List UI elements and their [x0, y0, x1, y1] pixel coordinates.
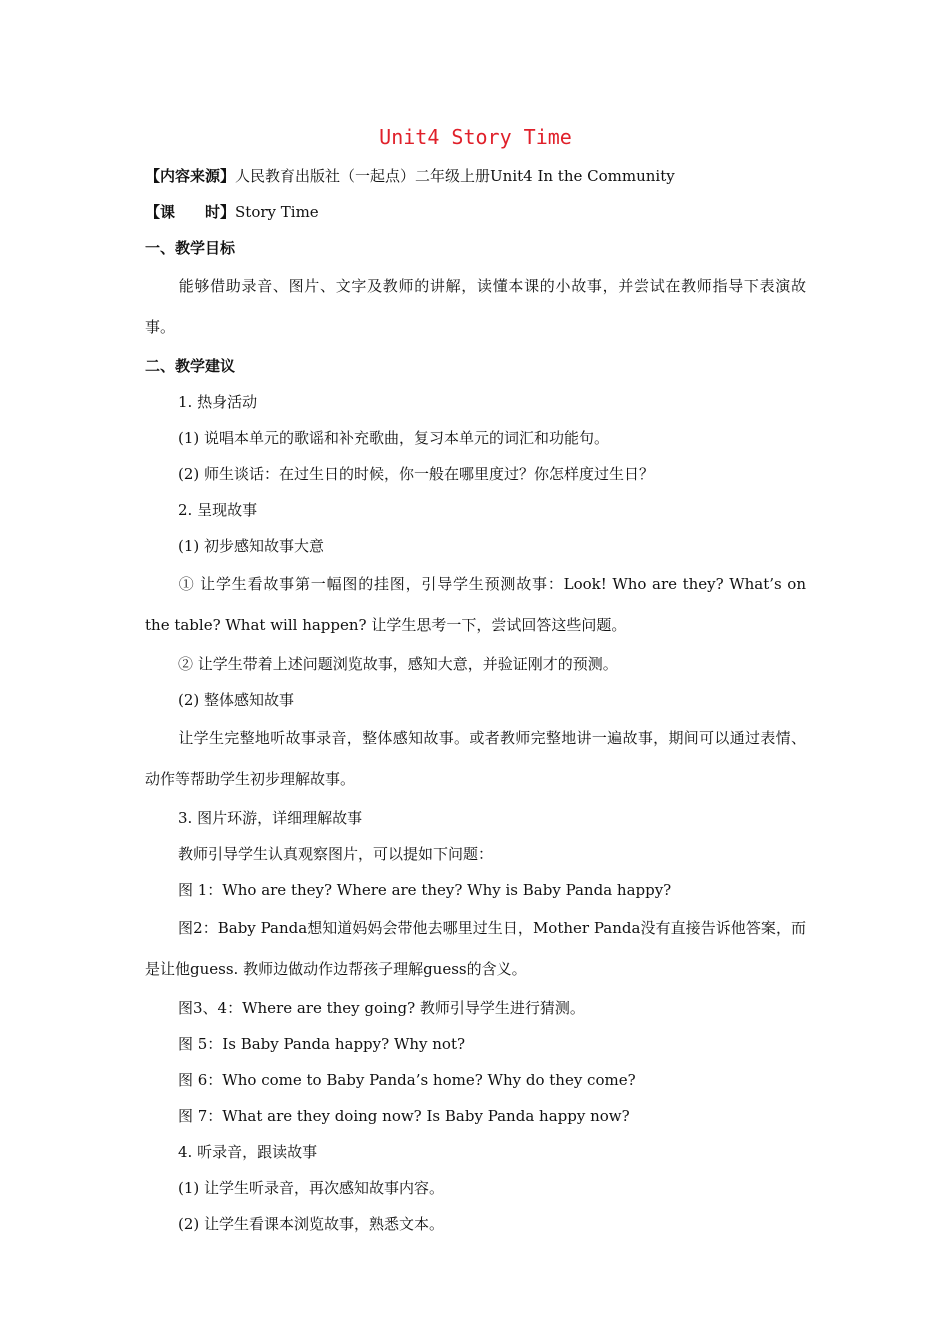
suggestions-heading: 二、教学建议: [145, 357, 236, 375]
step-2-2-text-block: [145, 718, 806, 800]
step-4: 4. 听录音，跟读故事: [178, 1143, 318, 1161]
period-value: Story Time: [235, 203, 319, 221]
period-line: [145, 194, 806, 230]
step-2-1-b: ② 让学生带着上述问题浏览故事，感知大意，并验证刚才的预测。: [178, 655, 618, 673]
step-3-picture-6: 图 6：Who come to Baby Panda’s home? Why do they come?: [178, 1071, 636, 1089]
step-3-picture-2-block: [145, 908, 806, 990]
step-2-1-a: ① 让学生看故事第一幅图的挂图，引导学生预测故事：Look! Who are they? What’s on the table? What will happen? 让学生思考一下，尝试回答这些问题。: [145, 575, 806, 634]
step-4-2: (2) 让学生看课本浏览故事，熟悉文本。: [178, 1215, 445, 1233]
goals-heading: 一、教学目标: [145, 239, 236, 257]
step-3: 3. 图片环游，详细理解故事: [178, 809, 363, 827]
step-3-intro: 教师引导学生认真观察图片，可以提如下问题：: [178, 845, 494, 863]
document-title: Unit4 Story Time: [379, 125, 572, 149]
period-label: 【课 时】: [145, 203, 236, 221]
goals-text-block: [145, 266, 806, 348]
source-value: 人民教育出版社（一起点）二年级上册Unit4 In the Community: [235, 167, 675, 185]
step-1-1: (1) 说唱本单元的歌谣和补充歌曲，复习本单元的词汇和功能句。: [178, 429, 610, 447]
step-3-picture-7: 图 7：What are they doing now? Is Baby Panda happy now?: [178, 1107, 630, 1125]
source-label: 【内容来源】: [145, 167, 236, 185]
step-2-1: (1) 初步感知故事大意: [178, 537, 325, 555]
step-3-picture-3-4: 图3、4：Where are they going? 教师引导学生进行猜测。: [178, 999, 585, 1017]
step-1-2: (2) 师生谈话：在过生日的时候，你一般在哪里度过？你怎样度过生日？: [178, 465, 655, 483]
step-2-1-a-block: [145, 564, 806, 646]
step-4-1: (1) 让学生听录音，再次感知故事内容。: [178, 1179, 445, 1197]
step-2-2: (2) 整体感知故事: [178, 691, 295, 709]
goals-text: 能够借助录音、图片、文字及教师的讲解，读懂本课的小故事，并尝试在教师指导下表演故事。: [145, 277, 806, 336]
step-3-picture-1: 图 1：Who are they? Where are they? Why is Baby Panda happy?: [178, 881, 672, 899]
step-2-2-text: 让学生完整地听故事录音，整体感知故事。或者教师完整地讲一遍故事，期间可以通过表情、动作等帮助学生初步理解故事。: [145, 729, 806, 788]
source-line: [145, 158, 806, 194]
step-3-picture-5: 图 5：Is Baby Panda happy? Why not?: [178, 1035, 466, 1053]
step-2: 2. 呈现故事: [178, 501, 258, 519]
step-1: 1. 热身活动: [178, 393, 258, 411]
step-3-picture-2: 图2：Baby Panda想知道妈妈会带他去哪里过生日，Mother Panda没有直接告诉他答案，而是让他guess. 教师边做动作边帮孩子理解guess的含义。: [145, 919, 806, 978]
